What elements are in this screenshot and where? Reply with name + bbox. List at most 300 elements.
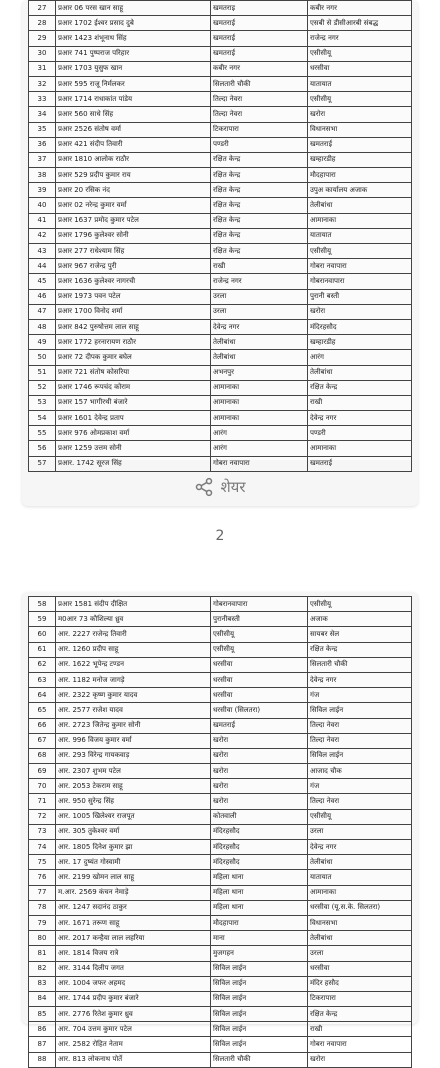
from-posting-cell: आमानाका (211, 411, 308, 426)
to-posting-cell: आमानाका (308, 441, 412, 456)
to-posting-cell: उरला (308, 824, 412, 839)
serial-number-cell: 27 (29, 1, 56, 16)
name-cell: आर. 950 सुरेन्द्र सिंह (56, 794, 211, 809)
from-posting-cell: राखी (211, 259, 308, 274)
table-row (29, 228, 412, 243)
from-posting-cell: सिविल लाईन (211, 961, 308, 976)
table-row (29, 672, 412, 687)
name-cell: प्रआर 1772 हरनारायण राठौर (56, 335, 211, 350)
name-cell: आर. 2582 रोहित नेताम (56, 1037, 211, 1052)
table-row (29, 168, 412, 183)
table-row (29, 1, 412, 16)
name-cell: आर. 1622 भूपेन्द्र टण्डन (56, 657, 211, 672)
serial-number-cell: 28 (29, 16, 56, 31)
name-cell: प्रआर 529 प्रदीप कुमार राय (56, 168, 211, 183)
from-posting-cell: मौदहापारा (211, 915, 308, 930)
from-posting-cell: कोतवाली (211, 809, 308, 824)
from-posting-cell: देवेन्द्र नगर (211, 319, 308, 334)
serial-number-cell: 68 (29, 748, 56, 763)
serial-number-cell: 54 (29, 411, 56, 426)
document-image-2 (28, 596, 412, 1064)
table-row (29, 688, 412, 703)
from-posting-cell: खमतराई (211, 46, 308, 61)
serial-number-cell: 69 (29, 764, 56, 779)
name-cell: प्रआर 20 रसिक नंद (56, 183, 211, 198)
table-row (29, 289, 412, 304)
table-row (29, 961, 412, 976)
table-row (29, 213, 412, 228)
to-posting-cell: सिलतारी चौकी (308, 657, 412, 672)
to-posting-cell: खमतराई (308, 456, 412, 471)
from-posting-cell: खरोरा (211, 779, 308, 794)
from-posting-cell: मंदिरहसौद (211, 855, 308, 870)
table-row (29, 61, 412, 76)
name-cell: प्रआर 595 राजू निर्मलकर (56, 76, 211, 91)
table-row (29, 244, 412, 259)
serial-number-cell: 67 (29, 733, 56, 748)
table-row (29, 885, 412, 900)
from-posting-cell: गोबरानवापारा (211, 597, 308, 612)
name-cell: प्रआर 1810 आलोक राठौर (56, 152, 211, 167)
from-posting-cell: पण्डरी (211, 137, 308, 152)
serial-number-cell: 38 (29, 168, 56, 183)
to-posting-cell: गंज (308, 688, 412, 703)
table-row (29, 627, 412, 642)
table-row (29, 1037, 412, 1052)
to-posting-cell: रक्षित केन्द्र (308, 380, 412, 395)
table-row (29, 92, 412, 107)
serial-number-cell: 45 (29, 274, 56, 289)
to-posting-cell: खरोरा (308, 304, 412, 319)
to-posting-cell: देवेन्द्र नगर (308, 840, 412, 855)
name-cell: प्रआर 1703 युसुफ खान (56, 61, 211, 76)
document-image-1 (28, 0, 412, 468)
table-row (29, 900, 412, 915)
table-row (29, 319, 412, 334)
serial-number-cell: 62 (29, 657, 56, 672)
to-posting-cell: राखी (308, 395, 412, 410)
from-posting-cell: रक्षित केन्द्र (211, 168, 308, 183)
to-posting-cell: यातायात (308, 870, 412, 885)
name-cell: प्रआर 560 साधे सिंह (56, 107, 211, 122)
serial-number-cell: 82 (29, 961, 56, 976)
from-posting-cell: महिला थाना (211, 885, 308, 900)
table-row (29, 137, 412, 152)
table-row (29, 718, 412, 733)
from-posting-cell: मंदिरहसौद (211, 840, 308, 855)
serial-number-cell: 55 (29, 426, 56, 441)
table-row (29, 931, 412, 946)
serial-number-cell: 32 (29, 76, 56, 91)
to-posting-cell: मंदिरहसौद (308, 319, 412, 334)
serial-number-cell: 70 (29, 779, 56, 794)
to-posting-cell: खम्हारडीह (308, 335, 412, 350)
from-posting-cell: खरोरा (211, 794, 308, 809)
serial-number-cell: 48 (29, 319, 56, 334)
name-cell: आर. 1814 विजय रात्रे (56, 946, 211, 961)
serial-number-cell: 76 (29, 870, 56, 885)
from-posting-cell: मंदिरहसौद (211, 824, 308, 839)
serial-number-cell: 29 (29, 31, 56, 46)
from-posting-cell: सिविल लाईन (211, 1022, 308, 1037)
serial-number-cell: 51 (29, 365, 56, 380)
from-posting-cell: राजेन्द्र नगर (211, 274, 308, 289)
name-cell: आर. 1744 प्रदीप कुमार बंजारे (56, 991, 211, 1006)
from-posting-cell: उरला (211, 289, 308, 304)
serial-number-cell: 74 (29, 840, 56, 855)
name-cell: आर. 17 दुष्यंत गोस्वामी (56, 855, 211, 870)
serial-number-cell: 58 (29, 597, 56, 612)
serial-number-cell: 41 (29, 213, 56, 228)
from-posting-cell: सिलतारी चौकी (211, 76, 308, 91)
serial-number-cell: 81 (29, 946, 56, 961)
serial-number-cell: 36 (29, 137, 56, 152)
from-posting-cell: सिविल लाईन (211, 1037, 308, 1052)
name-cell: आर. 704 उत्तम कुमार पटेल (56, 1022, 211, 1037)
table-row (29, 31, 412, 46)
to-posting-cell: कबीर नगर (308, 1, 412, 16)
to-posting-cell: गोबरानवापारा (308, 274, 412, 289)
to-posting-cell: खरोरा (308, 1052, 412, 1067)
table-row (29, 779, 412, 794)
table-row (29, 46, 412, 61)
from-posting-cell: तिल्दा नेवरा (211, 92, 308, 107)
to-posting-cell: यातायात (308, 76, 412, 91)
name-cell: आर. 996 विजय कुमार वर्मा (56, 733, 211, 748)
from-posting-cell: एसीसीयू (211, 627, 308, 642)
table-row (29, 426, 412, 441)
serial-number-cell: 66 (29, 718, 56, 733)
from-posting-cell: तिल्दा नेवरा (211, 107, 308, 122)
serial-number-cell: 49 (29, 335, 56, 350)
table-row (29, 855, 412, 870)
from-posting-cell: आमानाका (211, 380, 308, 395)
to-posting-cell: धरसीवा (308, 61, 412, 76)
serial-number-cell: 34 (29, 107, 56, 122)
to-posting-cell: देवेन्द्र नगर (308, 672, 412, 687)
transfer-table-1 (28, 0, 412, 472)
from-posting-cell: रक्षित केन्द्र (211, 183, 308, 198)
to-posting-cell: रक्षित केन्द्र (308, 642, 412, 657)
to-posting-cell: आमानाका (308, 885, 412, 900)
from-posting-cell: एसीसीयू (211, 642, 308, 657)
from-posting-cell: रक्षित केन्द्र (211, 228, 308, 243)
name-cell: आर. 293 विरेन्द्र गायकवाड़ (56, 748, 211, 763)
from-posting-cell: रक्षित केन्द्र (211, 152, 308, 167)
serial-number-cell: 30 (29, 46, 56, 61)
name-cell: आर. 1805 दिनेश कुमार झा (56, 840, 211, 855)
serial-number-cell: 52 (29, 380, 56, 395)
from-posting-cell: खमतराइ (211, 1, 308, 16)
table-row (29, 1022, 412, 1037)
table-row (29, 612, 412, 627)
table-row (29, 764, 412, 779)
to-posting-cell: धरसीवा (यू.स.के. सिलतरा) (308, 900, 412, 915)
name-cell: प्रआर 1601 देवेन्द्र प्रताप (56, 411, 211, 426)
to-posting-cell: पण्डरी (308, 426, 412, 441)
serial-number-cell: 53 (29, 395, 56, 410)
name-cell: प्रआर 721 संतोष कोसरिया (56, 365, 211, 380)
table-row (29, 991, 412, 1006)
share-icon (194, 477, 214, 497)
name-cell: आर. 2227 राजेन्द्र तिवारी (56, 627, 211, 642)
to-posting-cell: एसबी से डीसीआरबी संबद्ध (308, 16, 412, 31)
to-posting-cell: एसीसीयू (308, 597, 412, 612)
serial-number-cell: 83 (29, 976, 56, 991)
name-cell: प्रआर 06 परस खान साहू (56, 1, 211, 16)
table-row (29, 441, 412, 456)
to-posting-cell: तिल्दा नेवरा (308, 733, 412, 748)
to-posting-cell: एसीसीयू (308, 46, 412, 61)
table-row (29, 748, 412, 763)
to-posting-cell: गोबरा नवापारा (308, 259, 412, 274)
from-posting-cell: मुजगहन (211, 946, 308, 961)
table-row (29, 946, 412, 961)
serial-number-cell: 33 (29, 92, 56, 107)
table-row (29, 304, 412, 319)
from-posting-cell: तेलीबांधा (211, 350, 308, 365)
to-posting-cell: सायबर सेल (308, 627, 412, 642)
name-cell: आर. 2017 कन्हैया लाल लहरिया (56, 931, 211, 946)
name-cell: आर. 1004 जफर अहमद (56, 976, 211, 991)
table-row (29, 380, 412, 395)
to-posting-cell: धरसीवा (308, 961, 412, 976)
table-row (29, 198, 412, 213)
share-button[interactable] (22, 474, 418, 500)
name-cell: आर. 2307 शुभम पटेल (56, 764, 211, 779)
to-posting-cell: एसीसीयू (308, 244, 412, 259)
serial-number-cell: 39 (29, 183, 56, 198)
share-label: शेयर (220, 478, 246, 496)
serial-number-cell: 57 (29, 456, 56, 471)
name-cell: प्रआर 1700 विनोद शर्मा (56, 304, 211, 319)
name-cell: प्रआर 1259 उत्तम सोनी (56, 441, 211, 456)
table-row (29, 809, 412, 824)
to-posting-cell: आजाद चौक (308, 764, 412, 779)
document-card-1 (22, 0, 418, 506)
from-posting-cell: पुरानीबस्ती (211, 612, 308, 627)
name-cell: प्रआर 277 राधेश्याम सिंह (56, 244, 211, 259)
name-cell: आर. 2577 राजेश यादव (56, 703, 211, 718)
to-posting-cell: आरंग (308, 350, 412, 365)
name-cell: प्रआर 1636 कुलेश्वर नागरची (56, 274, 211, 289)
table-row (29, 411, 412, 426)
serial-number-cell: 43 (29, 244, 56, 259)
name-cell: प्रआर 1796 कुलेश्वर सोनी (56, 228, 211, 243)
name-cell: आर. 305 तुकेश्वर वर्मा (56, 824, 211, 839)
table-row (29, 915, 412, 930)
from-posting-cell: सिविल लाईन (211, 976, 308, 991)
document-card-2 (22, 592, 418, 1064)
to-posting-cell: तिल्दा नेवरा (308, 794, 412, 809)
name-cell: प्रआर 1714 राधाकांत पांडेय (56, 92, 211, 107)
to-posting-cell: तेलीबांधा (308, 198, 412, 213)
table-row (29, 976, 412, 991)
from-posting-cell: रक्षित केन्द्र (211, 244, 308, 259)
serial-number-cell: 88 (29, 1052, 56, 1067)
from-posting-cell: सिविल लाईन (211, 991, 308, 1006)
name-cell: प्रआर 976 ओमप्रकाश वर्मा (56, 426, 211, 441)
table-row (29, 350, 412, 365)
serial-number-cell: 78 (29, 900, 56, 915)
from-posting-cell: महिला थाना (211, 900, 308, 915)
serial-number-cell: 42 (29, 228, 56, 243)
serial-number-cell: 31 (29, 61, 56, 76)
to-posting-cell: उपुअ कार्यालय अजाक (308, 183, 412, 198)
from-posting-cell: धरसीवा (211, 672, 308, 687)
name-cell: प्रआर. 1742 सूरज सिंह (56, 456, 211, 471)
serial-number-cell: 64 (29, 688, 56, 703)
serial-number-cell: 87 (29, 1037, 56, 1052)
from-posting-cell: रक्षित केन्द्र (211, 213, 308, 228)
from-posting-cell: आरंग (211, 426, 308, 441)
to-posting-cell: अजाक (308, 612, 412, 627)
name-cell: प्रआर 72 दीपक कुमार बघेल (56, 350, 211, 365)
serial-number-cell: 44 (29, 259, 56, 274)
table-row (29, 365, 412, 380)
from-posting-cell: गोबरा नवापारा (211, 456, 308, 471)
name-cell: प्रआर 842 पुरुषोत्तम लाल साहू (56, 319, 211, 334)
serial-number-cell: 63 (29, 672, 56, 687)
page-number: 2 (215, 528, 225, 544)
serial-number-cell: 75 (29, 855, 56, 870)
table-row (29, 107, 412, 122)
name-cell: प्रआर 1637 प्रमोद कुमार पटेल (56, 213, 211, 228)
from-posting-cell: आमानाका (211, 395, 308, 410)
from-posting-cell: तेलीबांधा (211, 335, 308, 350)
name-cell: आर. 1005 खिलेश्वर राजपूत (56, 809, 211, 824)
table-row (29, 870, 412, 885)
table-row (29, 840, 412, 855)
serial-number-cell: 80 (29, 931, 56, 946)
from-posting-cell: धरसीवा (211, 688, 308, 703)
from-posting-cell: अभनपुर (211, 365, 308, 380)
serial-number-cell: 79 (29, 915, 56, 930)
table-row (29, 122, 412, 137)
from-posting-cell: महिला थाना (211, 870, 308, 885)
name-cell: प्रआर 421 संदीप तिवारी (56, 137, 211, 152)
to-posting-cell: तिल्दा नेवरा (308, 718, 412, 733)
table-row (29, 642, 412, 657)
from-posting-cell: खमतराई (211, 718, 308, 733)
name-cell: प्रआर 1973 पवन पटेल (56, 289, 211, 304)
to-posting-cell: मौदहापारा (308, 168, 412, 183)
from-posting-cell: टिकरापारा (211, 122, 308, 137)
serial-number-cell: 46 (29, 289, 56, 304)
serial-number-cell: 73 (29, 824, 56, 839)
from-posting-cell: उरला (211, 304, 308, 319)
from-posting-cell: माना (211, 931, 308, 946)
name-cell: प्रआर 1423 शंभूनाथ सिंह (56, 31, 211, 46)
table-row (29, 824, 412, 839)
from-posting-cell: खरोरा (211, 733, 308, 748)
table-row (29, 183, 412, 198)
serial-number-cell: 35 (29, 122, 56, 137)
table-row (29, 274, 412, 289)
serial-number-cell: 37 (29, 152, 56, 167)
from-posting-cell: खरोरा (211, 764, 308, 779)
to-posting-cell: तेलीबांधा (308, 365, 412, 380)
serial-number-cell: 71 (29, 794, 56, 809)
name-cell: आर. 1260 प्रदीप साहू (56, 642, 211, 657)
to-posting-cell: गंज (308, 779, 412, 794)
name-cell: आर. 1182 मनोज जागड़े (56, 672, 211, 687)
table-row (29, 76, 412, 91)
table-row (29, 1007, 412, 1022)
name-cell: प्रआर 967 राजेन्द्र पुरी (56, 259, 211, 274)
from-posting-cell: आरंग (211, 441, 308, 456)
name-cell: आर. 2053 टेकराम साहू (56, 779, 211, 794)
serial-number-cell: 72 (29, 809, 56, 824)
to-posting-cell: टिकरापारा (308, 991, 412, 1006)
name-cell: प्रआर 157 भागीरथी बंजारे (56, 395, 211, 410)
name-cell: प्रआर 1702 ईश्वर प्रसाद दुबे (56, 16, 211, 31)
to-posting-cell: तेलीबांधा (308, 931, 412, 946)
to-posting-cell: राखी (308, 1022, 412, 1037)
table-row (29, 395, 412, 410)
serial-number-cell: 77 (29, 885, 56, 900)
from-posting-cell: रक्षित केन्द्र (211, 198, 308, 213)
table-row (29, 597, 412, 612)
table-row (29, 1052, 412, 1067)
name-cell: आर. 2199 खोमन लाल साहू (56, 870, 211, 885)
to-posting-cell: यातायात (308, 228, 412, 243)
serial-number-cell: 85 (29, 1007, 56, 1022)
to-posting-cell: एसीसीयू (308, 92, 412, 107)
to-posting-cell: रक्षित केन्द्र (308, 1007, 412, 1022)
to-posting-cell: एसीसीयू (308, 809, 412, 824)
to-posting-cell: आमानाका (308, 213, 412, 228)
serial-number-cell: 60 (29, 627, 56, 642)
serial-number-cell: 84 (29, 991, 56, 1006)
to-posting-cell: विधानसभा (308, 915, 412, 930)
from-posting-cell: धरसीवा (211, 657, 308, 672)
table-row (29, 794, 412, 809)
to-posting-cell: राजेन्द्र नगर (308, 31, 412, 46)
from-posting-cell: खरोरा (211, 748, 308, 763)
from-posting-cell: खमतराई (211, 31, 308, 46)
serial-number-cell: 61 (29, 642, 56, 657)
name-cell: आर. 2723 जितेन्द्र कुमार सोनी (56, 718, 211, 733)
from-posting-cell: धरसीवा (सिलतरा) (211, 703, 308, 718)
table-row (29, 657, 412, 672)
to-posting-cell: खम्हारडीह (308, 152, 412, 167)
name-cell: प्रआर 02 नरेन्द्र कुमार वर्मा (56, 198, 211, 213)
to-posting-cell: मंदिर हसौद (308, 976, 412, 991)
table-row (29, 456, 412, 471)
from-posting-cell: सिविल लाईन (211, 1007, 308, 1022)
name-cell: आर. 2322 कृष्ण कुमार यादव (56, 688, 211, 703)
to-posting-cell: खरोरा (308, 107, 412, 122)
name-cell: प्रआर 1746 रूपचंद कोराम (56, 380, 211, 395)
to-posting-cell: देवेन्द्र नगर (308, 411, 412, 426)
table-row (29, 259, 412, 274)
to-posting-cell: तेलीबांधा (308, 855, 412, 870)
serial-number-cell: 59 (29, 612, 56, 627)
transfer-table-2 (28, 596, 412, 1068)
name-cell: आर. 813 लोकनाथ पोर्ते (56, 1052, 211, 1067)
name-cell: म0आर 73 कौशिल्या ध्रुव (56, 612, 211, 627)
name-cell: आर. 1671 तरूण साहू (56, 915, 211, 930)
to-posting-cell: सिविल लाईन (308, 748, 412, 763)
serial-number-cell: 47 (29, 304, 56, 319)
serial-number-cell: 56 (29, 441, 56, 456)
to-posting-cell: पुरानी बस्ती (308, 289, 412, 304)
name-cell: प्रआर 741 पुष्पराज परिहार (56, 46, 211, 61)
name-cell: म.आर. 2569 कंचन नेमाड़े (56, 885, 211, 900)
name-cell: आर. 1247 सदानंद ठाकुर (56, 900, 211, 915)
to-posting-cell: खमतराई (308, 137, 412, 152)
